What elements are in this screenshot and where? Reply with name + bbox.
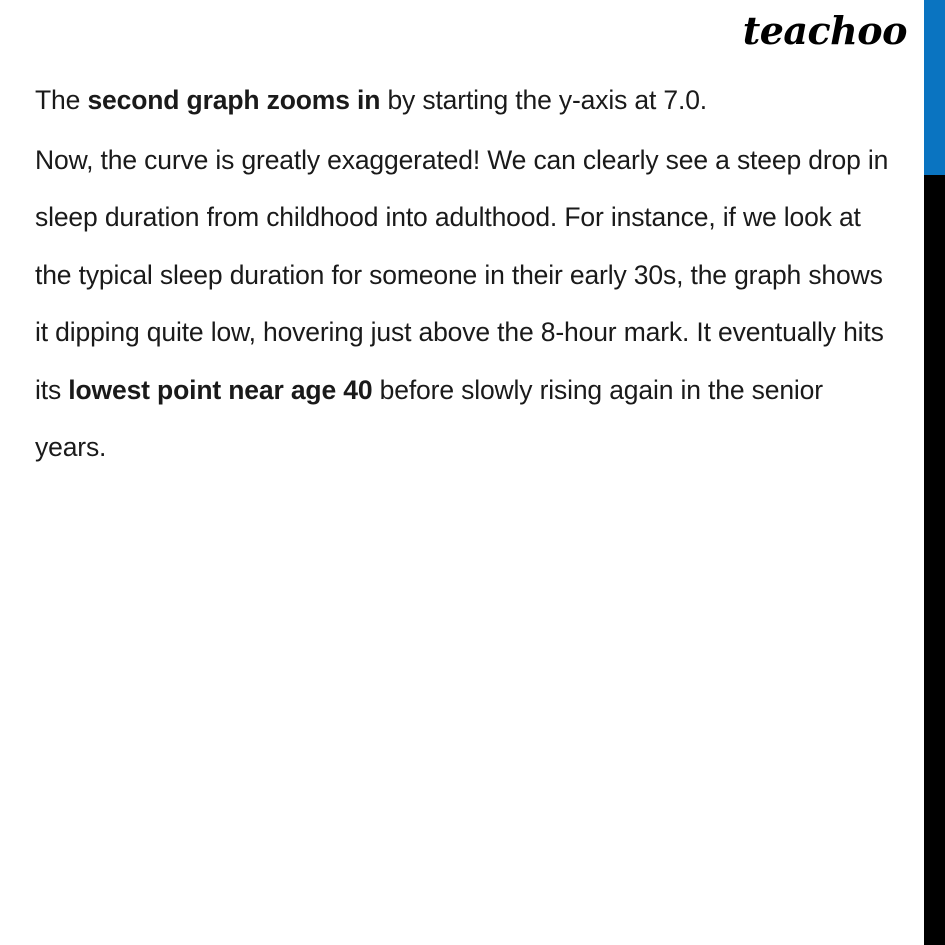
paragraph-2 xyxy=(35,132,897,477)
right-edge-blue-bar xyxy=(924,0,945,175)
body-content xyxy=(35,72,897,477)
emphasis-text: lowest point near age 40 xyxy=(68,374,373,405)
plain-text: Now, the curve is greatly exaggerated! We can clearly see a steep drop in sleep duration from childhood into adulthood. For instance, if we look at the typical sleep duration for someone in their early 30s, the graph shows it dipping quite low, hovering just above the 8-hour mark. It eventually hits its xyxy=(35,144,889,405)
plain-text: The xyxy=(35,85,88,115)
plain-text: by starting the y-axis at 7.0. xyxy=(380,85,708,115)
paragraph-1 xyxy=(35,72,897,130)
right-edge-black-bar xyxy=(924,175,945,945)
emphasis-text: second graph zooms in xyxy=(87,85,381,115)
teachoo-logo: teachoo xyxy=(742,8,907,53)
plain-text: before slowly rising again in the senior years. xyxy=(35,374,823,462)
